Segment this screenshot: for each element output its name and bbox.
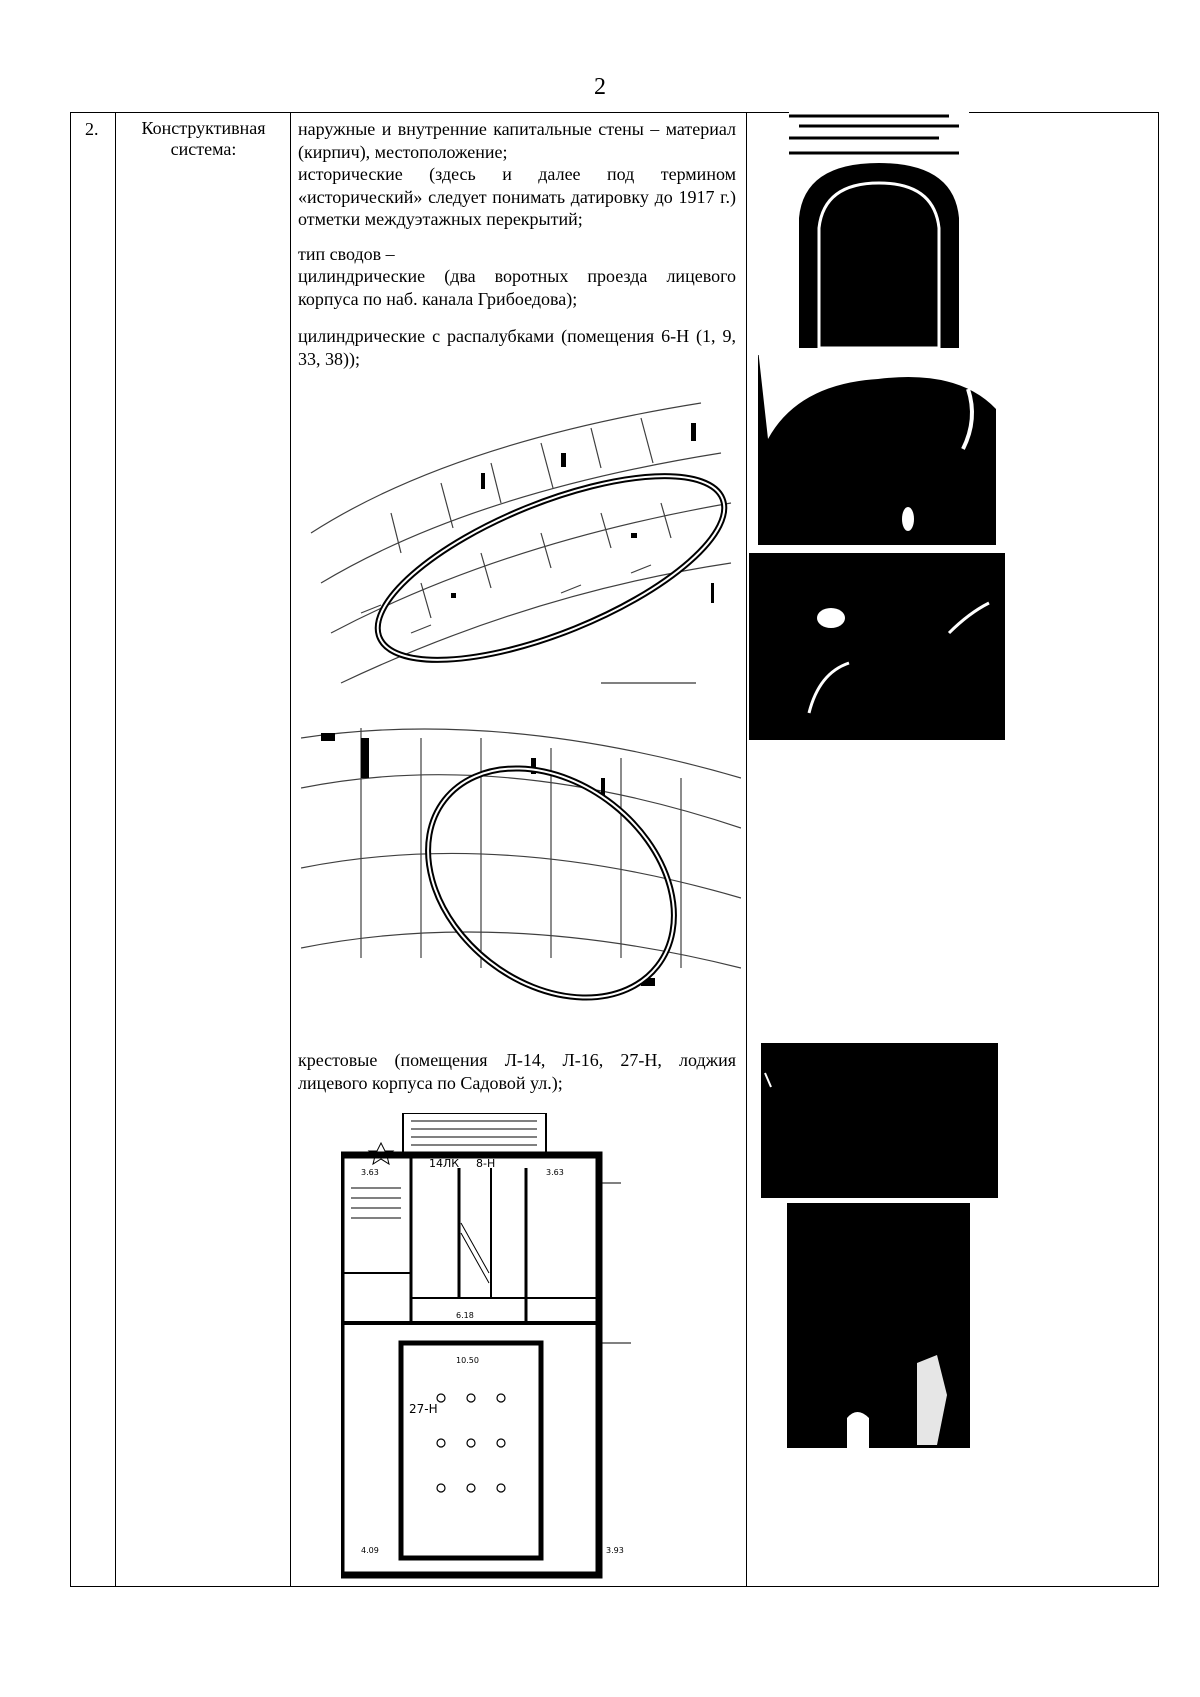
photo-interior-3 bbox=[749, 553, 1005, 740]
table-frame bbox=[70, 112, 1159, 1587]
row-number: 2. bbox=[85, 119, 99, 139]
photo-vault-2 bbox=[758, 349, 996, 545]
plan-dim-hall: 10.50 bbox=[456, 1356, 479, 1365]
photo-vault-1 bbox=[789, 108, 969, 348]
cross-vault-text: крестовые (помещения Л-14, Л-16, 27-Н, лоджия лицевого корпуса по Садовой ул.); bbox=[298, 1050, 736, 1093]
plan-label-stair: 14ЛК bbox=[429, 1157, 460, 1170]
plan-dim-mid: 6.18 bbox=[456, 1311, 474, 1320]
historic-text: исторические (здесь и далее под термином «исторический» следует понимать датировку до 1917 г.) отметки междуэтажных перекрытий; bbox=[298, 164, 736, 229]
column-divider bbox=[746, 113, 747, 1586]
photo-interior-4 bbox=[761, 1043, 998, 1198]
plan-fragment-1 bbox=[301, 383, 741, 703]
page-number: 2 bbox=[594, 74, 606, 100]
plan-dim-bottom: 4.09 bbox=[361, 1546, 379, 1555]
floor-plan bbox=[341, 1113, 701, 1583]
row-name-line: Конструктивная bbox=[141, 118, 266, 138]
row-name bbox=[121, 118, 286, 160]
plan-dim-left: 3.63 bbox=[361, 1168, 379, 1177]
vault-type-text: тип сводов – bbox=[298, 244, 395, 264]
plan-fragment-2 bbox=[301, 718, 741, 1008]
column-divider bbox=[290, 113, 291, 1586]
plan-dim-right: 3.63 bbox=[546, 1168, 564, 1177]
plan-label-unit: 8-Н bbox=[476, 1157, 496, 1170]
cylindrical-strip-text: цилиндрические с распалубками (помещения 6-Н (1, 9, 33, 38)); bbox=[298, 326, 736, 369]
column-divider bbox=[115, 113, 116, 1586]
plan-dim-br: 3.93 bbox=[606, 1546, 624, 1555]
plan-label-hall: 27-Н bbox=[409, 1402, 438, 1416]
walls-text: наружные и внутренние капитальные стены – материал (кирпич), местоположение; bbox=[298, 119, 736, 162]
photo-interior-5 bbox=[787, 1203, 970, 1448]
cylindrical-text: цилиндрические (два воротных проезда лицевого корпуса по наб. канала Грибоедова); bbox=[298, 266, 736, 309]
row-name-line: система: bbox=[170, 139, 237, 159]
